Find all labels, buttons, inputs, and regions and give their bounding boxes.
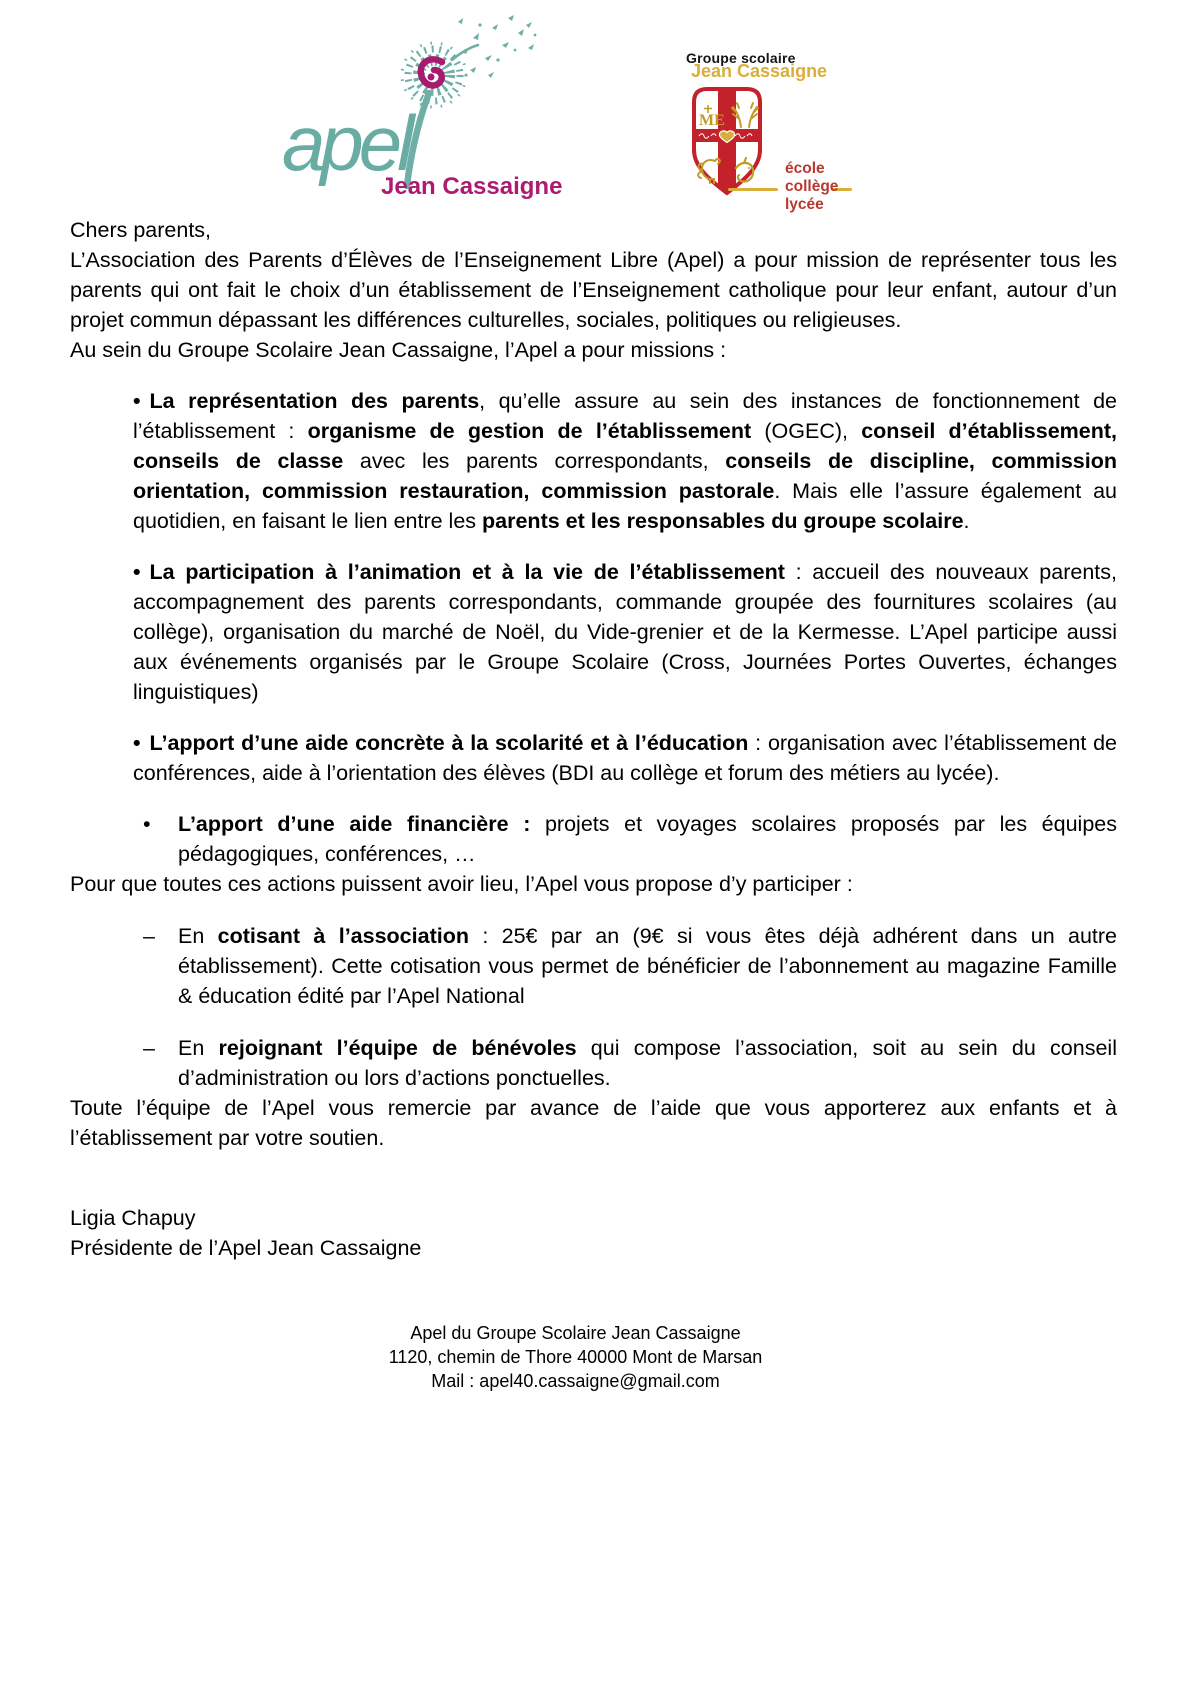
crest-school-name: Jean Cassaigne bbox=[691, 61, 828, 81]
crest-level-label: collège bbox=[785, 178, 839, 195]
missions-list bbox=[133, 386, 1117, 869]
letter-footer bbox=[52, 1321, 1099, 1393]
dandelion-seeds bbox=[458, 15, 536, 78]
crest-level-label: lycée bbox=[785, 196, 824, 213]
crest-group-label: Groupe scolaire bbox=[686, 50, 796, 66]
intro-paragraph: L’Association des Parents d’Élèves de l’Enseignement Libre (Apel) a pour mission de représenter tous les parents qui ont fait le choix d’un établissement de l’Enseignement catholique pour leur enfant, autour d’un projet commun dépassant les différences culturelles, sociales, politiques ou religieuses. bbox=[70, 248, 1117, 332]
dash-text: En cotisant à l’association : 25€ par an (9€ si vous êtes déjà adhérent dans un autre établissement). Cette cotisation vous permet de bénéficier de l’abonnement au magazine Famille & éducation édité par l’Apel National bbox=[178, 924, 1118, 1008]
bullet-text: La participation à l’animation et à la vie de l’établissement : accueil des nouveaux parents, accompagnement des parents correspondants, commande groupée des fournitures scolaires (au collège), organisation du marché de Noël, du Vide-grenier et de la Kermesse. L’Apel participe aussi aux événements organisés par le Groupe Scolaire (Cross, Journées Portes Ouvertes, échanges linguistiques) bbox=[133, 560, 1117, 704]
signature-block bbox=[70, 1203, 1117, 1263]
dash-marker: – bbox=[143, 1036, 155, 1060]
closing-paragraph: Toute l’équipe de l’Apel vous remercie par avance de l’aide que vous apporterez aux enfants et à l’établissement par votre soutien. bbox=[70, 1096, 1117, 1150]
bullet-marker: • bbox=[133, 731, 141, 755]
apel-wordmark: apel bbox=[282, 99, 410, 187]
mission-bullet-item bbox=[133, 386, 1117, 536]
footer-line: 1120, chemin de Thore 40000 Mont de Marsan bbox=[388, 1347, 763, 1367]
footer-line: Apel du Groupe Scolaire Jean Cassaigne bbox=[410, 1323, 741, 1343]
crest-level-label: école bbox=[785, 160, 825, 177]
crest-connector-line bbox=[728, 188, 778, 191]
participation-list bbox=[133, 921, 1117, 1093]
participation-dash-item bbox=[133, 1033, 1117, 1093]
apel-logo-subtitle: Jean Cassaigne bbox=[381, 173, 563, 200]
footer-line: Mail : apel40.cassaigne@gmail.com bbox=[431, 1371, 720, 1391]
participate-lead-paragraph: Pour que toutes ces actions puissent avoir lieu, l’Apel vous propose d’y participer : bbox=[70, 872, 853, 896]
bullet-text: L’apport d’une aide concrète à la scolarité et à l’éducation : organisation avec l’établissement de conférences, aide à l’orientation des élèves (BDI au collège et forum des métiers au lycée). bbox=[133, 731, 1118, 785]
bullet-text: La représentation des parents, qu’elle assure au sein des instances de fonctionnement de l’établissement : organisme de gestion de l’établissement (OGEC), conseil d’établissement, conseils de classe avec les parents correspondants, conseils de discipline, commission orientation, commission restauration, commission pastorale. Mais elle l’assure également au quotidien, en faisant le lien entre les parents et les responsables du groupe scolaire. bbox=[133, 389, 1117, 533]
letter-body bbox=[70, 215, 1117, 1393]
letterhead bbox=[0, 0, 1189, 215]
bullet-marker: • bbox=[133, 560, 141, 584]
missions-lead-paragraph: Au sein du Groupe Scolaire Jean Cassaigne, l’Apel a pour missions : bbox=[70, 338, 727, 362]
bullet-text: L’apport d’une aide financière : projets et voyages scolaires proposés par les équipes pédagogiques, conférences, … bbox=[178, 812, 1117, 866]
crest-levels bbox=[785, 160, 838, 214]
svg-text:ME: ME bbox=[699, 112, 725, 129]
mission-bullet-item bbox=[133, 728, 1117, 788]
bullet-marker: • bbox=[133, 389, 141, 413]
mission-bullet-item bbox=[133, 809, 1117, 869]
shield-icon bbox=[688, 84, 766, 198]
signature-role: Présidente de l’Apel Jean Cassaigne bbox=[70, 1236, 422, 1260]
signature-name: Ligia Chapuy bbox=[70, 1206, 196, 1230]
participation-dash-item bbox=[133, 921, 1117, 1011]
bullet-marker: • bbox=[143, 812, 151, 836]
dash-text: En rejoignant l’équipe de bénévoles qui compose l’association, soit au sein du conseil d’administration ou lors d’actions ponctuelles. bbox=[178, 1036, 1117, 1090]
mission-bullet-item bbox=[133, 557, 1117, 707]
dash-marker: – bbox=[143, 924, 155, 948]
salutation: Chers parents, bbox=[70, 218, 212, 242]
